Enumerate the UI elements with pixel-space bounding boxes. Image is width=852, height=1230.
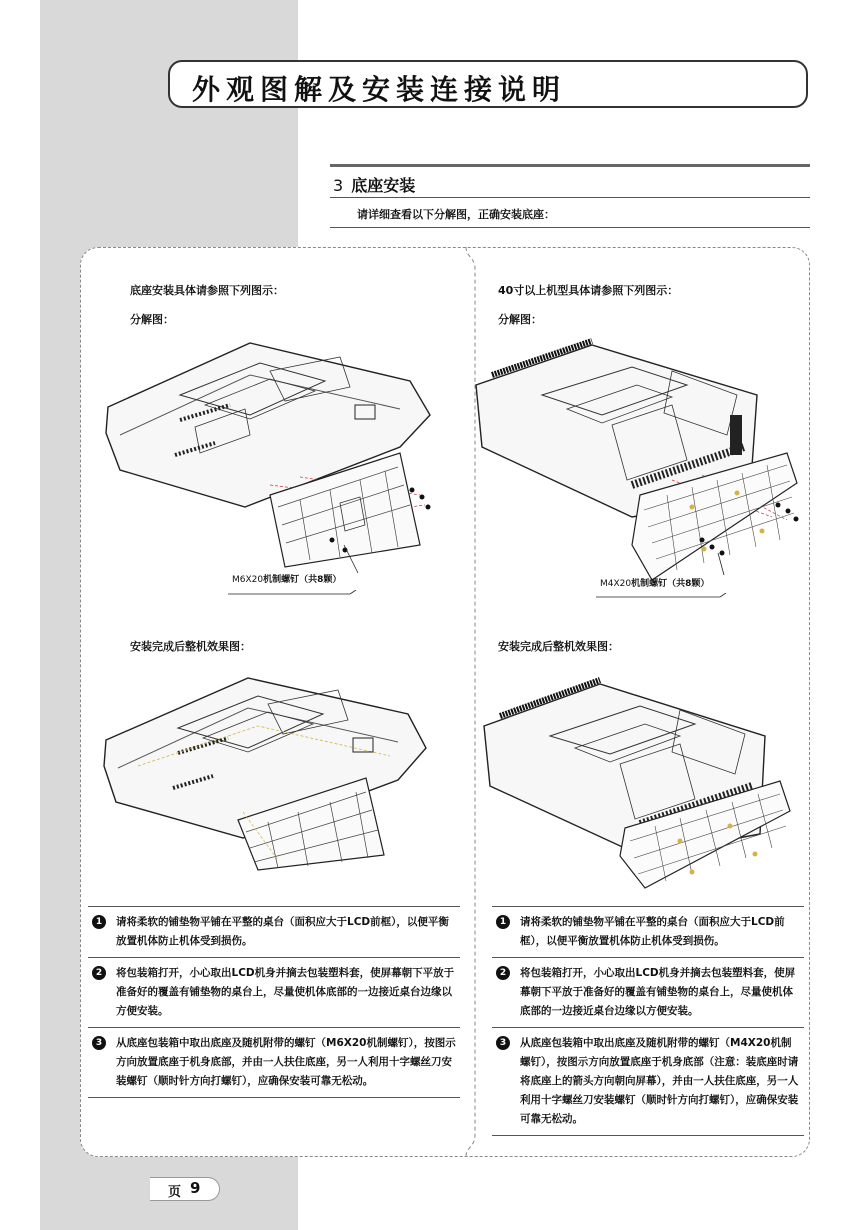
- section-bottom-rule: [330, 227, 810, 228]
- left-intro: 底座安装具体请参照下列图示：: [130, 284, 284, 297]
- section-heading-text: 底座安装: [351, 176, 416, 195]
- step-bullet: 3: [496, 1036, 510, 1050]
- left-step-3: [88, 1027, 460, 1098]
- step-bullet: 2: [92, 966, 106, 980]
- page-title: 外观图解及安装连接说明: [192, 73, 567, 106]
- right-screw-count: 机制螺钉（共8颗）: [631, 579, 710, 589]
- left-callout-line: [228, 583, 363, 602]
- left-step-2-text: 将包装箱打开，小心取出LCD机身并摘去包装塑料套，使屏幕朝下平放于准备好的覆盖有铺垫物的桌台上，尽量使机体底部的一边接近桌台边缘以方便安装。: [116, 967, 455, 1017]
- right-step-1: [492, 906, 804, 957]
- right-step-2: [492, 957, 804, 1027]
- left-steps: [88, 906, 460, 1098]
- right-step-1-text: 请将柔软的铺垫物平铺在平整的桌台（面积应大于LCD前框），以便平衡放置机体防止机体受到损伤。: [520, 916, 785, 947]
- step-bullet: 1: [92, 915, 106, 929]
- right-done-label: 安装完成后整机效果图：: [498, 640, 619, 653]
- right-screw-model: M4X20: [600, 579, 632, 589]
- right-step-2-text: 将包装箱打开，小心取出LCD机身并摘去包装塑料套，使屏幕朝下平放于准备好的覆盖有铺垫物的桌台上，尽量使机体底部的一边接近桌台边缘以方便安装。: [520, 967, 796, 1017]
- page-title-box: [168, 60, 808, 108]
- left-step-2: [88, 957, 460, 1027]
- section-top-rule: [330, 164, 810, 167]
- page-label: 页: [168, 1185, 182, 1200]
- step-bullet: 2: [496, 966, 510, 980]
- section-heading: [333, 173, 415, 196]
- step-bullet: 1: [496, 915, 510, 929]
- left-step-1: [88, 906, 460, 957]
- right-steps: [492, 906, 804, 1136]
- left-screw-model: M6X20: [232, 575, 264, 585]
- right-exploded-figure: [472, 335, 812, 584]
- left-step-1-text: 请将柔软的铺垫物平铺在平整的桌台（面积应大于LCD前框），以便平衡放置机体防止机体受到损伤。: [116, 916, 449, 947]
- page-number-tab: [150, 1177, 220, 1201]
- right-intro: 40寸以上机型具体请参照下列图示：: [498, 284, 679, 297]
- right-step-3: [492, 1027, 804, 1136]
- left-screw-count: 机制螺钉（共8颗）: [263, 575, 342, 585]
- step-bullet: 3: [92, 1036, 106, 1050]
- page-number: 9: [190, 1179, 201, 1197]
- right-callout-line: [596, 586, 731, 605]
- section-mid-rule: [330, 197, 810, 198]
- right-exploded-label: 分解图：: [498, 313, 542, 326]
- left-done-label: 安装完成后整机效果图：: [130, 640, 251, 653]
- section-subtitle: 请详细查看以下分解图，正确安装底座：: [357, 208, 555, 221]
- section-number: 3: [333, 176, 344, 195]
- right-step-3-text: 从底座包装箱中取出底座及随机附带的螺钉（M4X20机制螺钉），按图示方向放置底座于机身底部（注意：装底座时请将底座上的箭头方向朝向屏幕），并由一人扶住底座，另一人利用十字螺丝刀安装螺钉（顺时针方向打螺钉），应确保安装可靠无松动。: [520, 1037, 799, 1125]
- left-exploded-figure: [100, 335, 445, 579]
- left-exploded-label: 分解图：: [130, 313, 174, 326]
- left-step-3-text: 从底座包装箱中取出底座及随机附带的螺钉（M6X20机制螺钉），按图示方向放置底座于机身底部，并由一人扶住底座，另一人利用十字螺丝刀安装螺钉（顺时针方向打螺钉），应确保安装可靠无松动。: [116, 1037, 456, 1087]
- left-assembled-figure: [98, 670, 443, 879]
- right-assembled-figure: [480, 676, 805, 895]
